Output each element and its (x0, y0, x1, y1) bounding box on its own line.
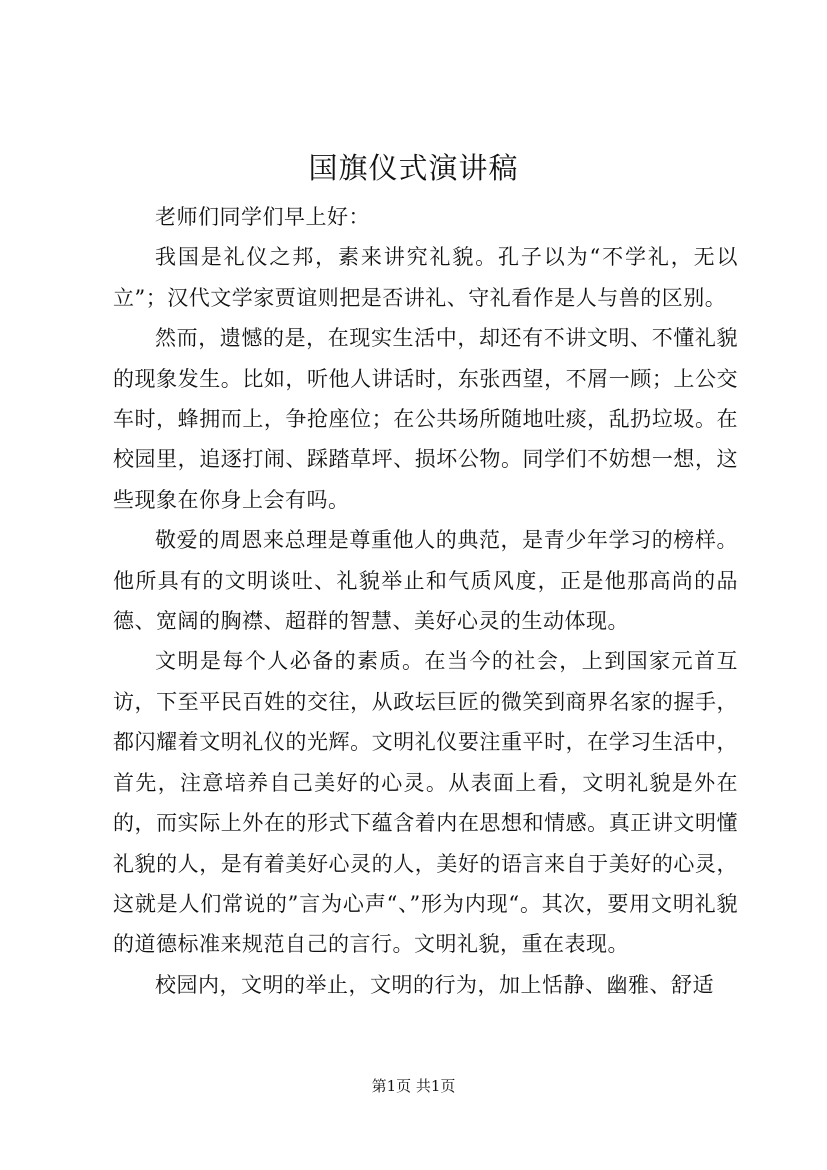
paragraph-greeting: 老师们同学们早上好： (155, 205, 370, 229)
paragraph: 然而，遗憾的是，在现实生活中，却还有不讲文明、不懂礼貌的现象发生。比如，听他人讲话时，东张西望，不屑一顾；上公交车时，蜂拥而上，争抢座位；在公共场所随地吐痰，乱扔垃圾。在校园里，追逐打闹、踩踏草坪、损坏公物。同学们不妨想一想，这些现象在你身上会有吗。 (113, 326, 738, 512)
paragraph: 校园内，文明的举止，文明的行为，加上恬静、幽雅、舒适 (155, 972, 714, 997)
document-body (113, 197, 738, 1005)
paragraph: 我国是礼仪之邦，素来讲究礼貌。孔子以为“不学礼，无以立”；汉代文学家贾谊则把是否讲礼、守礼看作是人与兽的区别。 (113, 245, 738, 310)
page-number-footer: 第1页 共1页 (371, 1077, 456, 1095)
paragraph: 文明是每个人必备的素质。在当今的社会，上到国家元首互访，下至平民百姓的交往，从政坛巨匠的微笑到商界名家的握手，都闪耀着文明礼仪的光辉。文明礼仪要注重平时，在学习生活中，首先，注意培养自己美好的心灵。从表面上看，文明礼貌是外在的，而实际上外在的形式下蕴含着内在思想和情感。真正讲文明懂礼貌的人，是有着美好心灵的人，美好的语言来自于美好的心灵，这就是人们常说的”言为心声“、”形为内现“。其次，要用文明礼貌的道德标准来规范自己的言行。文明礼貌，重在表现。 (113, 649, 738, 957)
paragraph: 敬爱的周恩来总理是尊重他人的典范，是青少年学习的榜样。他所具有的文明谈吐、礼貌举止和气质风度，正是他那高尚的品德、宽阔的胸襟、超群的智慧、美好心灵的生动体现。 (113, 528, 738, 634)
document-title: 国旗仪式演讲稿 (308, 151, 519, 185)
